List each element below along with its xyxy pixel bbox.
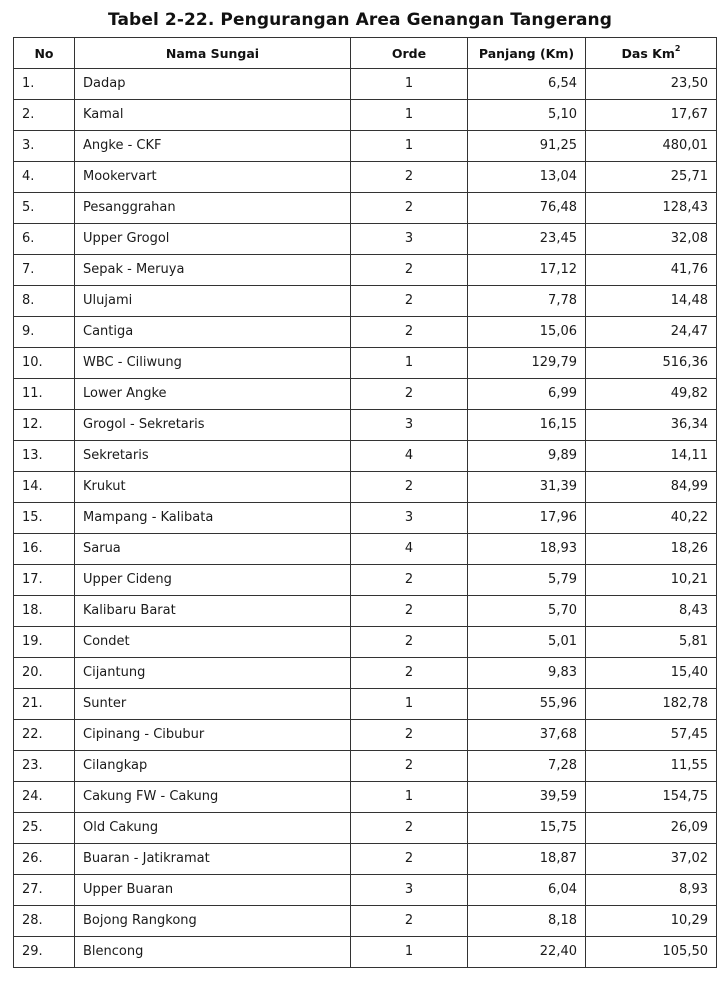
cell-no: 3. bbox=[14, 131, 75, 162]
cell-length: 91,25 bbox=[468, 131, 586, 162]
table-row bbox=[14, 410, 717, 441]
cell-length: 5,79 bbox=[468, 565, 586, 596]
cell-das: 14,11 bbox=[586, 441, 717, 472]
cell-das: 154,75 bbox=[586, 782, 717, 813]
cell-length: 23,45 bbox=[468, 224, 586, 255]
table-row bbox=[14, 782, 717, 813]
cell-orde: 1 bbox=[351, 100, 468, 131]
cell-orde: 2 bbox=[351, 162, 468, 193]
cell-river-name: Condet bbox=[75, 627, 351, 658]
cell-das: 36,34 bbox=[586, 410, 717, 441]
cell-orde: 2 bbox=[351, 627, 468, 658]
table-row bbox=[14, 689, 717, 720]
cell-orde: 1 bbox=[351, 782, 468, 813]
cell-orde: 3 bbox=[351, 503, 468, 534]
cell-river-name: Upper Cideng bbox=[75, 565, 351, 596]
table-row bbox=[14, 596, 717, 627]
cell-length: 22,40 bbox=[468, 937, 586, 968]
header-das-label: Das Km bbox=[621, 45, 675, 61]
cell-length: 5,10 bbox=[468, 100, 586, 131]
cell-river-name: Ulujami bbox=[75, 286, 351, 317]
cell-river-name: Dadap bbox=[75, 69, 351, 100]
cell-orde: 1 bbox=[351, 937, 468, 968]
cell-orde: 2 bbox=[351, 658, 468, 689]
cell-orde: 3 bbox=[351, 875, 468, 906]
cell-no: 11. bbox=[14, 379, 75, 410]
table-row bbox=[14, 844, 717, 875]
table-row bbox=[14, 348, 717, 379]
cell-river-name: Cakung FW - Cakung bbox=[75, 782, 351, 813]
cell-length: 18,93 bbox=[468, 534, 586, 565]
cell-no: 19. bbox=[14, 627, 75, 658]
cell-das: 10,21 bbox=[586, 565, 717, 596]
river-table bbox=[13, 37, 717, 968]
table-row bbox=[14, 751, 717, 782]
table-row bbox=[14, 255, 717, 286]
cell-river-name: Upper Buaran bbox=[75, 875, 351, 906]
cell-das: 32,08 bbox=[586, 224, 717, 255]
cell-no: 20. bbox=[14, 658, 75, 689]
cell-orde: 2 bbox=[351, 596, 468, 627]
cell-length: 129,79 bbox=[468, 348, 586, 379]
cell-river-name: Sepak - Meruya bbox=[75, 255, 351, 286]
cell-river-name: Sarua bbox=[75, 534, 351, 565]
cell-no: 28. bbox=[14, 906, 75, 937]
cell-river-name: Krukut bbox=[75, 472, 351, 503]
cell-no: 16. bbox=[14, 534, 75, 565]
cell-no: 21. bbox=[14, 689, 75, 720]
cell-river-name: Grogol - Sekretaris bbox=[75, 410, 351, 441]
cell-river-name: Cilangkap bbox=[75, 751, 351, 782]
cell-orde: 4 bbox=[351, 534, 468, 565]
cell-no: 8. bbox=[14, 286, 75, 317]
cell-length: 76,48 bbox=[468, 193, 586, 224]
cell-length: 6,99 bbox=[468, 379, 586, 410]
cell-das: 8,43 bbox=[586, 596, 717, 627]
cell-no: 27. bbox=[14, 875, 75, 906]
cell-no: 13. bbox=[14, 441, 75, 472]
cell-no: 5. bbox=[14, 193, 75, 224]
table-row bbox=[14, 162, 717, 193]
cell-river-name: Cijantung bbox=[75, 658, 351, 689]
cell-orde: 3 bbox=[351, 410, 468, 441]
cell-river-name: Angke - CKF bbox=[75, 131, 351, 162]
cell-no: 6. bbox=[14, 224, 75, 255]
cell-das: 128,43 bbox=[586, 193, 717, 224]
cell-length: 7,78 bbox=[468, 286, 586, 317]
cell-length: 39,59 bbox=[468, 782, 586, 813]
cell-das: 14,48 bbox=[586, 286, 717, 317]
cell-no: 15. bbox=[14, 503, 75, 534]
header-length: Panjang (Km) bbox=[468, 38, 586, 69]
cell-river-name: Upper Grogol bbox=[75, 224, 351, 255]
cell-orde: 3 bbox=[351, 224, 468, 255]
cell-river-name: Sunter bbox=[75, 689, 351, 720]
cell-das: 11,55 bbox=[586, 751, 717, 782]
cell-river-name: Blencong bbox=[75, 937, 351, 968]
cell-length: 9,83 bbox=[468, 658, 586, 689]
cell-river-name: Lower Angke bbox=[75, 379, 351, 410]
header-das-superscript: 2 bbox=[674, 44, 681, 54]
cell-no: 2. bbox=[14, 100, 75, 131]
cell-orde: 2 bbox=[351, 317, 468, 348]
table-row bbox=[14, 286, 717, 317]
cell-length: 6,54 bbox=[468, 69, 586, 100]
cell-river-name: Kalibaru Barat bbox=[75, 596, 351, 627]
cell-no: 26. bbox=[14, 844, 75, 875]
cell-orde: 2 bbox=[351, 565, 468, 596]
cell-das: 84,99 bbox=[586, 472, 717, 503]
cell-orde: 2 bbox=[351, 813, 468, 844]
table-row bbox=[14, 193, 717, 224]
cell-river-name: Buaran - Jatikramat bbox=[75, 844, 351, 875]
cell-length: 16,15 bbox=[468, 410, 586, 441]
cell-length: 18,87 bbox=[468, 844, 586, 875]
cell-no: 23. bbox=[14, 751, 75, 782]
cell-river-name: Sekretaris bbox=[75, 441, 351, 472]
cell-orde: 2 bbox=[351, 720, 468, 751]
table-row bbox=[14, 658, 717, 689]
cell-orde: 2 bbox=[351, 286, 468, 317]
cell-orde: 2 bbox=[351, 193, 468, 224]
cell-orde: 4 bbox=[351, 441, 468, 472]
header-orde: Orde bbox=[351, 38, 468, 69]
cell-das: 57,45 bbox=[586, 720, 717, 751]
cell-river-name: Cipinang - Cibubur bbox=[75, 720, 351, 751]
cell-length: 17,12 bbox=[468, 255, 586, 286]
cell-orde: 1 bbox=[351, 131, 468, 162]
cell-das: 5,81 bbox=[586, 627, 717, 658]
cell-no: 12. bbox=[14, 410, 75, 441]
cell-length: 9,89 bbox=[468, 441, 586, 472]
table-row bbox=[14, 875, 717, 906]
cell-length: 6,04 bbox=[468, 875, 586, 906]
table-row bbox=[14, 906, 717, 937]
cell-das: 49,82 bbox=[586, 379, 717, 410]
table-row bbox=[14, 379, 717, 410]
cell-orde: 1 bbox=[351, 348, 468, 379]
table-header-row bbox=[14, 38, 717, 69]
cell-orde: 1 bbox=[351, 69, 468, 100]
cell-length: 55,96 bbox=[468, 689, 586, 720]
cell-das: 37,02 bbox=[586, 844, 717, 875]
cell-das: 480,01 bbox=[586, 131, 717, 162]
cell-length: 8,18 bbox=[468, 906, 586, 937]
cell-das: 26,09 bbox=[586, 813, 717, 844]
cell-length: 5,70 bbox=[468, 596, 586, 627]
table-row bbox=[14, 100, 717, 131]
cell-length: 7,28 bbox=[468, 751, 586, 782]
table-row bbox=[14, 317, 717, 348]
cell-length: 37,68 bbox=[468, 720, 586, 751]
cell-no: 1. bbox=[14, 69, 75, 100]
cell-river-name: Bojong Rangkong bbox=[75, 906, 351, 937]
cell-river-name: Kamal bbox=[75, 100, 351, 131]
cell-orde: 2 bbox=[351, 906, 468, 937]
page-title: Tabel 2-22. Pengurangan Area Genangan Tangerang bbox=[107, 10, 612, 30]
table-row bbox=[14, 534, 717, 565]
cell-orde: 2 bbox=[351, 255, 468, 286]
table-row bbox=[14, 627, 717, 658]
cell-no: 10. bbox=[14, 348, 75, 379]
table-row bbox=[14, 224, 717, 255]
cell-no: 9. bbox=[14, 317, 75, 348]
cell-das: 24,47 bbox=[586, 317, 717, 348]
cell-no: 14. bbox=[14, 472, 75, 503]
cell-no: 22. bbox=[14, 720, 75, 751]
cell-length: 15,75 bbox=[468, 813, 586, 844]
cell-orde: 2 bbox=[351, 472, 468, 503]
cell-river-name: Old Cakung bbox=[75, 813, 351, 844]
cell-das: 41,76 bbox=[586, 255, 717, 286]
table-row bbox=[14, 131, 717, 162]
cell-das: 23,50 bbox=[586, 69, 717, 100]
cell-das: 10,29 bbox=[586, 906, 717, 937]
cell-river-name: Mookervart bbox=[75, 162, 351, 193]
table-row bbox=[14, 937, 717, 968]
table-row bbox=[14, 472, 717, 503]
cell-river-name: Cantiga bbox=[75, 317, 351, 348]
cell-das: 25,71 bbox=[586, 162, 717, 193]
cell-orde: 2 bbox=[351, 379, 468, 410]
header-das bbox=[586, 38, 717, 69]
cell-orde: 2 bbox=[351, 844, 468, 875]
cell-length: 5,01 bbox=[468, 627, 586, 658]
cell-no: 17. bbox=[14, 565, 75, 596]
cell-das: 8,93 bbox=[586, 875, 717, 906]
cell-das: 17,67 bbox=[586, 100, 717, 131]
cell-river-name: WBC - Ciliwung bbox=[75, 348, 351, 379]
cell-das: 516,36 bbox=[586, 348, 717, 379]
cell-no: 24. bbox=[14, 782, 75, 813]
table-body bbox=[14, 69, 717, 968]
cell-das: 40,22 bbox=[586, 503, 717, 534]
table-row bbox=[14, 565, 717, 596]
table-row bbox=[14, 720, 717, 751]
table-row bbox=[14, 813, 717, 844]
cell-river-name: Pesanggrahan bbox=[75, 193, 351, 224]
cell-length: 31,39 bbox=[468, 472, 586, 503]
cell-no: 4. bbox=[14, 162, 75, 193]
header-name: Nama Sungai bbox=[75, 38, 351, 69]
header-no: No bbox=[14, 38, 75, 69]
cell-no: 25. bbox=[14, 813, 75, 844]
cell-no: 29. bbox=[14, 937, 75, 968]
cell-length: 15,06 bbox=[468, 317, 586, 348]
cell-das: 15,40 bbox=[586, 658, 717, 689]
cell-orde: 2 bbox=[351, 751, 468, 782]
cell-orde: 1 bbox=[351, 689, 468, 720]
cell-length: 13,04 bbox=[468, 162, 586, 193]
cell-no: 7. bbox=[14, 255, 75, 286]
table-row bbox=[14, 503, 717, 534]
cell-das: 105,50 bbox=[586, 937, 717, 968]
cell-das: 182,78 bbox=[586, 689, 717, 720]
cell-das: 18,26 bbox=[586, 534, 717, 565]
cell-river-name: Mampang - Kalibata bbox=[75, 503, 351, 534]
cell-length: 17,96 bbox=[468, 503, 586, 534]
table-row bbox=[14, 69, 717, 100]
table-row bbox=[14, 441, 717, 472]
cell-no: 18. bbox=[14, 596, 75, 627]
